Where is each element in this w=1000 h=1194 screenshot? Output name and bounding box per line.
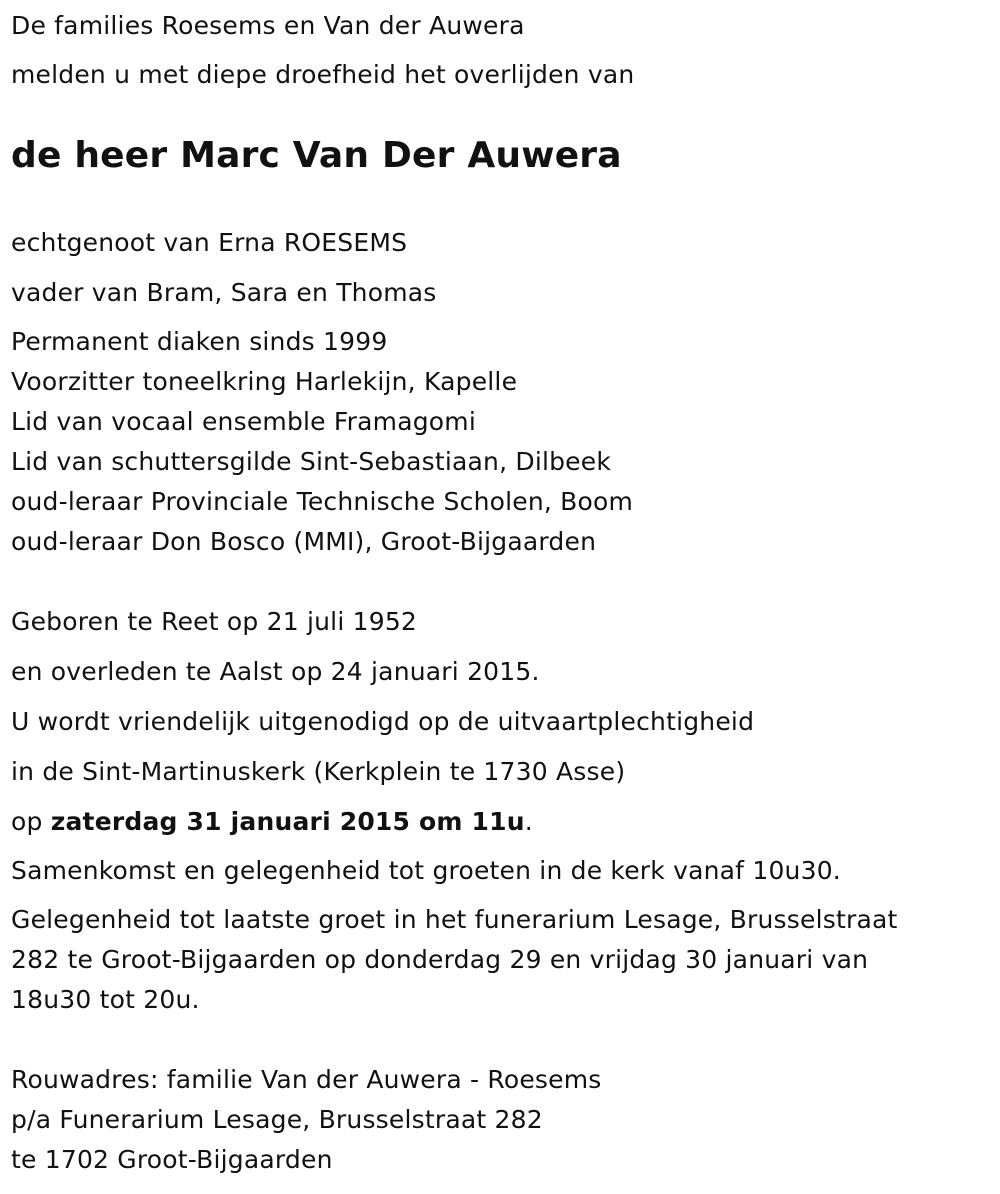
funeral-invite: U wordt vriendelijk uitgenodigd op de uitvaartplechtigheid — [11, 707, 755, 736]
role-line: oud-leraar Don Bosco (MMI), Groot-Bijgaarden — [11, 527, 597, 556]
mourning-address-line: Rouwadres: familie Van der Auwera - Roesems — [11, 1065, 602, 1094]
viewing-info-line: 282 te Groot-Bijgaarden op donderdag 29 en vrijdag 30 januari van — [11, 945, 869, 974]
death-date: en overleden te Aalst op 24 januari 2015. — [11, 657, 540, 686]
viewing-info-line: Gelegenheid tot laatste groet in het funerarium Lesage, Brusselstraat — [11, 905, 898, 934]
viewing-info-line: 18u30 tot 20u. — [11, 985, 200, 1014]
role-line: Permanent diaken sinds 1999 — [11, 327, 388, 356]
intro-line-2: melden u met diepe droefheid het overlijden van — [11, 60, 635, 89]
role-line: oud-leraar Provinciale Technische Scholen, Boom — [11, 487, 634, 516]
deceased-name: de heer Marc Van Der Auwera — [11, 135, 622, 176]
funeral-date — [11, 808, 533, 836]
funeral-location: in de Sint-Martinuskerk (Kerkplein te 1730 Asse) — [11, 757, 626, 786]
mourning-address-line: p/a Funerarium Lesage, Brusselstraat 282 — [11, 1105, 543, 1134]
role-line: Lid van schuttersgilde Sint-Sebastiaan, Dilbeek — [11, 447, 612, 476]
funeral-date-prefix: op — [11, 807, 51, 836]
role-line: Voorzitter toneelkring Harlekijn, Kapelle — [11, 367, 518, 396]
relation-spouse: echtgenoot van Erna ROESEMS — [11, 228, 408, 257]
gathering-info: Samenkomst en gelegenheid tot groeten in de kerk vanaf 10u30. — [11, 856, 841, 885]
birth-date: Geboren te Reet op 21 juli 1952 — [11, 607, 418, 636]
role-line: Lid van vocaal ensemble Framagomi — [11, 407, 476, 436]
intro-line-1: De families Roesems en Van der Auwera — [11, 11, 525, 40]
funeral-date-suffix: . — [524, 807, 533, 836]
mourning-address-line: te 1702 Groot-Bijgaarden — [11, 1145, 333, 1174]
funeral-date-time: zaterdag 31 januari 2015 om 11u — [50, 807, 525, 836]
relation-children: vader van Bram, Sara en Thomas — [11, 278, 437, 307]
